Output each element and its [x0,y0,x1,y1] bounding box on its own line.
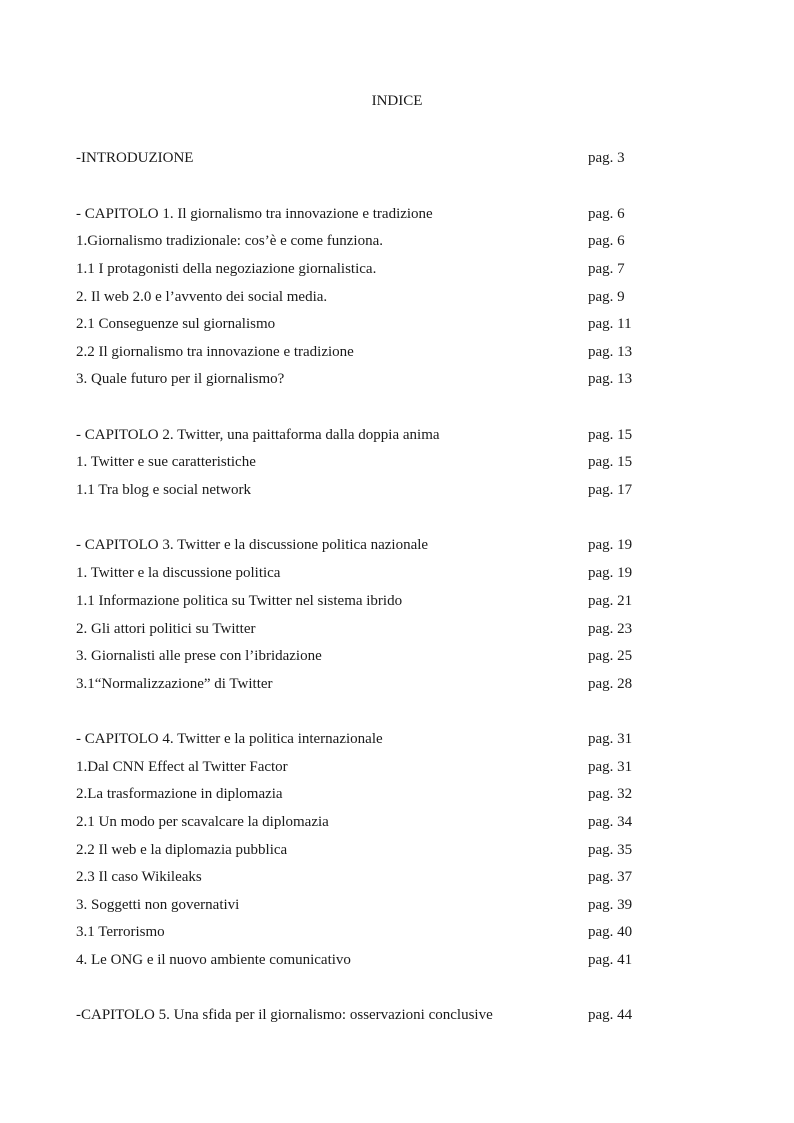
entry-page: pag. 19 [588,565,633,581]
entry-page: pag. 15 [588,427,633,443]
entry-page: pag. 7 [588,261,625,277]
entry-page: pag. 25 [588,648,633,664]
toc-entry [76,535,676,555]
toc-title: INDICE [371,93,423,109]
toc-entry [76,287,676,307]
toc-entry [76,922,676,942]
entry-page: pag. 15 [588,454,633,470]
toc-entry [76,480,676,500]
entry-page: pag. 28 [588,676,633,692]
entry-page: pag. 9 [588,289,625,305]
toc-entry [76,342,676,362]
entry-page: pag. 39 [588,897,633,913]
entry-label: 1. Twitter e sue caratteristiche [76,454,256,470]
entry-page: pag. 31 [588,759,633,775]
entry-page: pag. 11 [588,316,632,332]
entry-label: -CAPITOLO 5. Una sfida per il giornalismo: osservazioni conclusive [76,1007,493,1023]
toc-entry [76,369,676,389]
entry-label: 3. Quale futuro per il giornalismo? [76,371,285,387]
toc-entry [76,591,676,611]
entry-page: pag. 37 [588,869,633,885]
entry-label: 1.Dal CNN Effect al Twitter Factor [76,759,288,775]
entry-label: 2.3 Il caso Wikileaks [76,869,202,885]
entry-page: pag. 31 [588,731,633,747]
toc-entry [76,452,676,472]
entry-page: pag. 13 [588,344,633,360]
toc-entry [76,646,676,666]
toc-entry [76,619,676,639]
entry-label: - CAPITOLO 4. Twitter e la politica internazionale [76,731,383,747]
entry-page: pag. 34 [588,814,633,830]
entry-page: pag. 41 [588,952,633,968]
entry-label: 3.1 Terrorismo [76,924,165,940]
entry-page: pag. 32 [588,786,633,802]
entry-label: 2.1 Un modo per scavalcare la diplomazia [76,814,329,830]
toc-entry [76,425,676,445]
toc-entry [76,314,676,334]
toc-entry [76,757,676,777]
entry-page: pag. 23 [588,621,633,637]
entry-label: -INTRODUZIONE [76,150,194,166]
toc-entry [76,563,676,583]
entry-label: 1.1 Tra blog e social network [76,482,251,498]
entry-label: 2.1 Conseguenze sul giornalismo [76,316,276,332]
entry-label: 2.La trasformazione in diplomazia [76,786,283,802]
toc-entry [76,729,676,749]
entry-page: pag. 40 [588,924,633,940]
entry-label: - CAPITOLO 3. Twitter e la discussione politica nazionale [76,537,429,553]
entry-page: pag. 17 [588,482,633,498]
entry-label: 4. Le ONG e il nuovo ambiente comunicativo [76,952,351,968]
toc-entry [76,867,676,887]
entry-label: 3. Giornalisti alle prese con l’ibridazione [76,648,322,664]
entry-label: 1. Twitter e la discussione politica [76,565,281,581]
toc-entry [76,895,676,915]
entry-label: - CAPITOLO 1. Il giornalismo tra innovazione e tradizione [76,206,433,222]
entry-label: 2.2 Il web e la diplomazia pubblica [76,842,288,858]
toc-entry [76,259,676,279]
entry-label: 1.Giornalismo tradizionale: cos’è e come funziona. [76,233,383,249]
entry-page: pag. 6 [588,233,625,249]
toc-entry [76,840,676,860]
entry-page: pag. 3 [588,150,625,166]
entry-page: pag. 6 [588,206,625,222]
entry-label: 3.1“Normalizzazione” di Twitter [76,676,273,692]
entry-page: pag. 19 [588,537,633,553]
toc-entry [76,231,676,251]
entry-label: 2.2 Il giornalismo tra innovazione e tradizione [76,344,354,360]
entry-label: - CAPITOLO 2. Twitter, una paittaforma dalla doppia anima [76,427,440,443]
entry-label: 1.1 I protagonisti della negoziazione giornalistica. [76,261,377,277]
entry-page: pag. 13 [588,371,633,387]
entry-label: 2. Gli attori politici su Twitter [76,621,256,637]
entry-label: 1.1 Informazione politica su Twitter nel sistema ibrido [76,593,403,609]
toc-entry [76,674,676,694]
entry-page: pag. 35 [588,842,633,858]
entry-label: 2. Il web 2.0 e l’avvento dei social media. [76,289,328,305]
toc-entry [76,950,676,970]
toc-entry [76,204,676,224]
toc-entry [76,148,676,168]
toc-entry [76,812,676,832]
entry-page: pag. 44 [588,1007,633,1023]
toc-entry [76,784,676,804]
toc-entry [76,1005,676,1025]
entry-label: 3. Soggetti non governativi [76,897,240,913]
entry-page: pag. 21 [588,593,633,609]
